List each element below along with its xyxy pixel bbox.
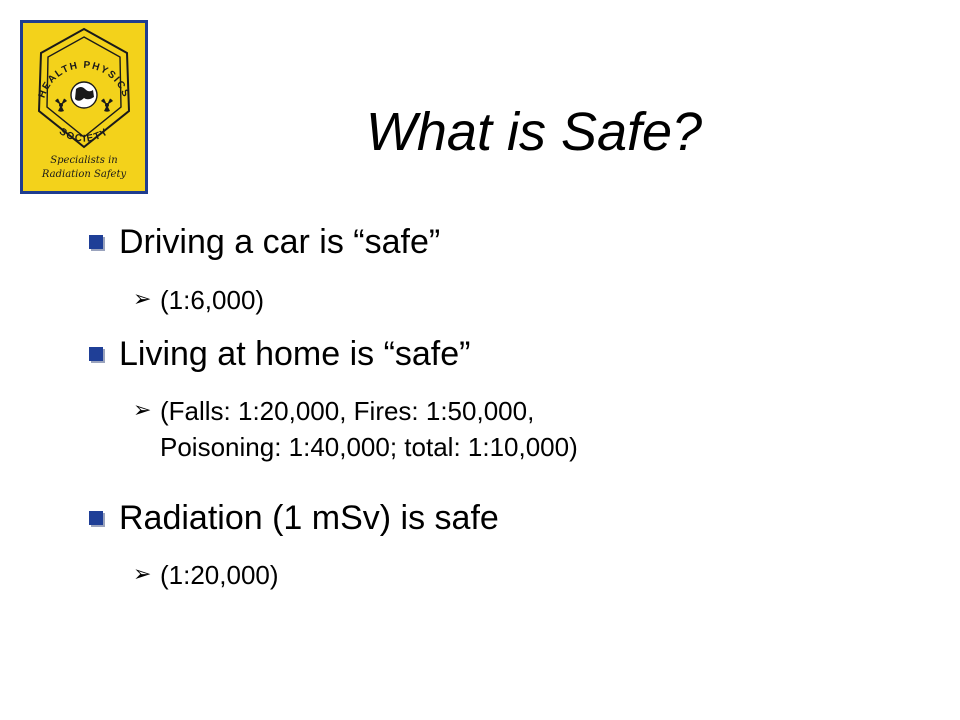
bullet-living-at-home: Living at home is “safe”: [119, 335, 471, 373]
right-arrowhead-icon: ➢: [133, 398, 152, 423]
right-arrowhead-icon: ➢: [133, 562, 152, 587]
logo-tagline-line2: Radiation Safety: [41, 169, 127, 180]
sub-bullet-text-line1: (Falls: 1:20,000, Fires: 1:50,000,: [160, 396, 535, 426]
sub-bullet-text-line2: Poisoning: 1:40,000; total: 1:10,000): [160, 432, 578, 462]
logo-top-text: HEALTH PHYSICS: [36, 59, 132, 100]
sub-bullet-text: (1:6,000): [160, 285, 265, 315]
bullet-radiation: Radiation (1 mSv) is safe: [119, 499, 499, 537]
logo-tagline-line1: Specialists in: [50, 155, 118, 166]
right-arrowhead-icon: ➢: [133, 287, 152, 312]
sub-bullet-text: (1:20,000): [160, 560, 279, 590]
bullet-driving: Driving a car is “safe”: [119, 223, 441, 261]
logo-society-text: SOCIETY: [57, 126, 111, 145]
slide-title: What is Safe?: [365, 102, 703, 162]
